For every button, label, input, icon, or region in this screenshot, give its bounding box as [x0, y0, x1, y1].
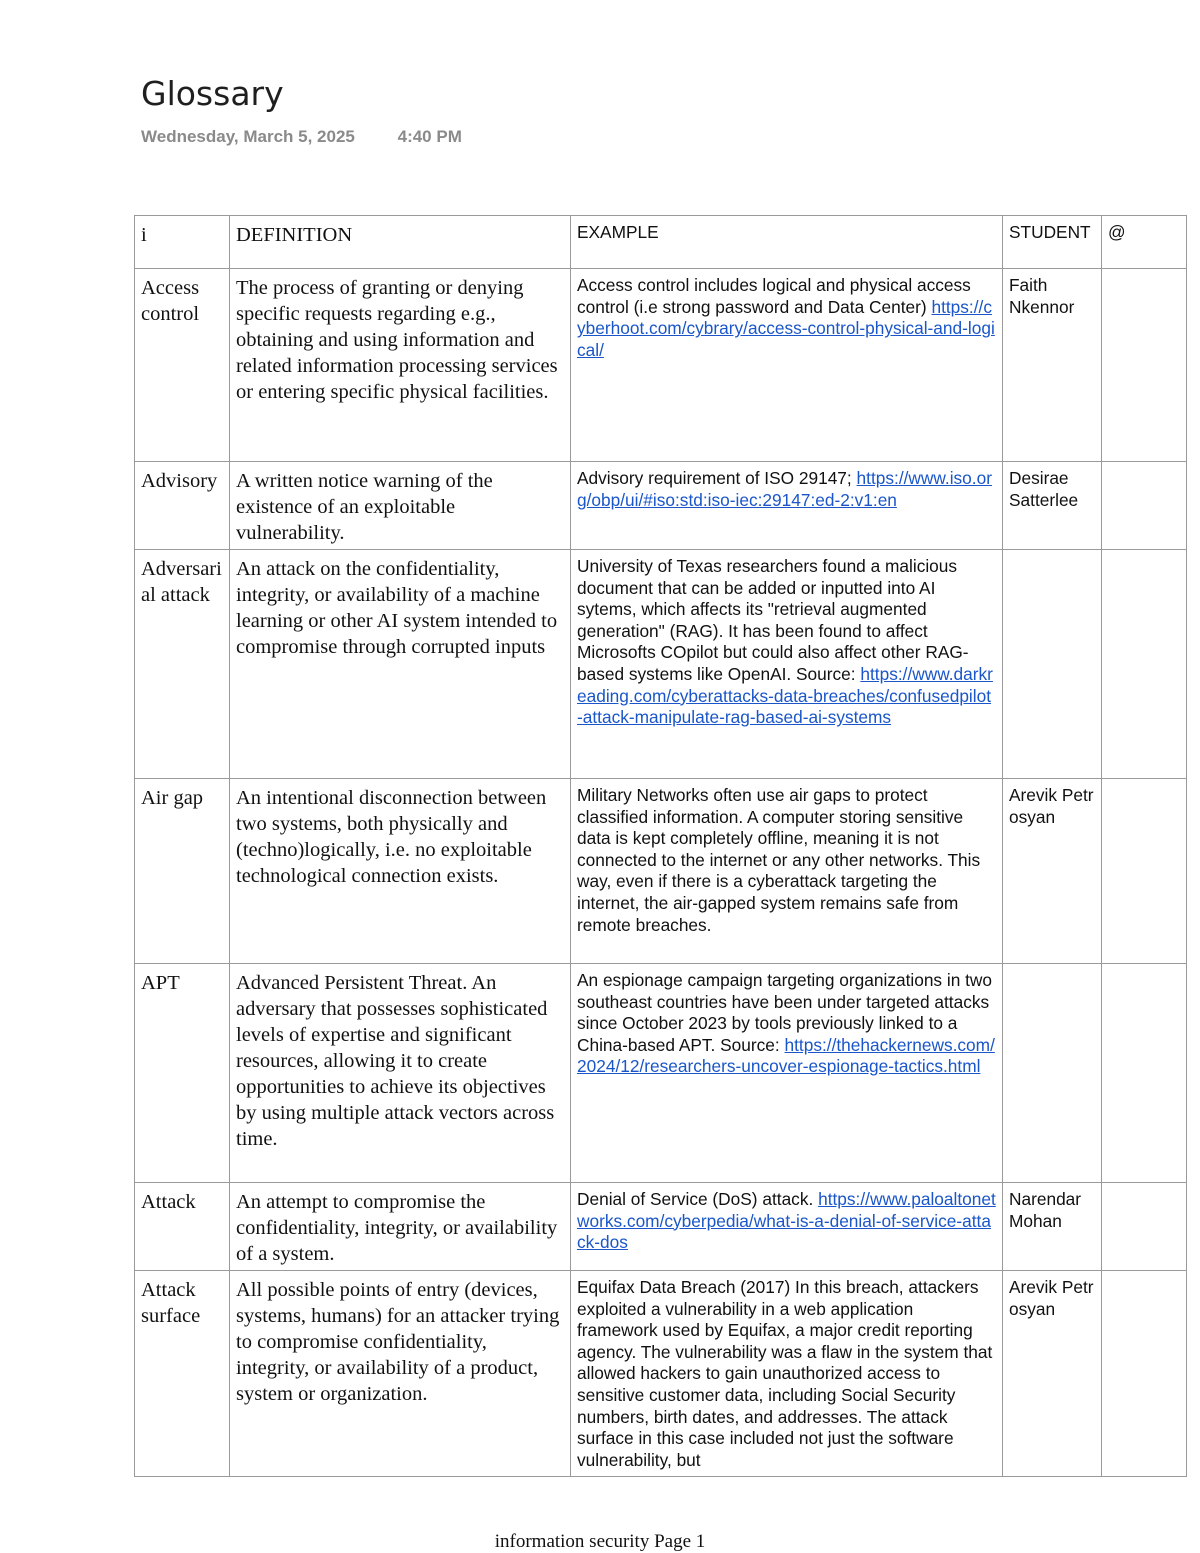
example-link[interactable]: https://www.iso.org/obp/ui/#iso:std:iso-iec:29147:ed-2:v1:en: [577, 468, 992, 510]
example-link[interactable]: https://thehackernews.com/2024/12/researchers-uncover-espionage-tactics.html: [577, 1034, 995, 1077]
header-definition: DEFINITION: [230, 216, 571, 269]
example-cell: [571, 779, 1003, 964]
example-text: University of Texas researchers found a malicious document that can be added or inputted into AI sytems, which affects its "retrieval augmented generation" (RAG). It has been found to affect Microsofts COpilot but could also affect other RAG-based systems like OpenAI. Source:: [577, 556, 969, 684]
term-cell: Air gap: [135, 779, 230, 964]
term-cell: Adversarial attack: [135, 550, 230, 779]
at-cell: [1102, 1183, 1187, 1271]
at-cell: [1102, 269, 1187, 462]
table-row: [135, 269, 1187, 462]
example-text: Denial of Service (DoS) attack.: [577, 1189, 814, 1209]
term-cell: Advisory: [135, 462, 230, 550]
example-text: Equifax Data Breach (2017) In this breach, attackers exploited a vulnerability in a web application framework used by Equifax, a major credit reporting agency. The vulnerability was a flaw in the system that allowed hackers to gain unauthorized access to sensitive customer data, including Social Security numbers, birth dates, and addresses. The attack surface in this case included not just the software vulnerability, but: [577, 1277, 993, 1470]
definition-cell: An attack on the confidentiality, integrity, or availability of a machine learning or other AI system intended to compromise through corrupted inputs: [230, 550, 571, 779]
example-cell: [571, 269, 1003, 462]
student-cell: Arevik Petrosyan: [1003, 1271, 1102, 1477]
student-cell: Faith Nkennor: [1003, 269, 1102, 462]
term-cell: Attack surface: [135, 1271, 230, 1477]
table-header-row: [135, 216, 1187, 269]
definition-cell: The process of granting or denying specific requests regarding e.g., obtaining and using information and related information processing services or entering specific physical facilities.: [230, 269, 571, 462]
definition-cell: All possible points of entry (devices, systems, humans) for an attacker trying to compromise confidentiality, integrity, or availability of a product, system or organization.: [230, 1271, 571, 1477]
header-example: EXAMPLE: [571, 216, 1003, 269]
page-footer: information security Page 1: [494, 1531, 706, 1552]
example-cell: [571, 1271, 1003, 1477]
example-cell: [571, 462, 1003, 550]
page-time: 4:40 PM: [397, 127, 462, 146]
term-cell: Access control: [135, 269, 230, 462]
at-cell: [1102, 779, 1187, 964]
example-link[interactable]: https://www.darkreading.com/cyberattacks-data-breaches/confusedpilot-attack-manipulate-rag-based-ai-systems: [577, 663, 993, 728]
definition-cell: A written notice warning of the existence of an exploitable vulnerability.: [230, 462, 571, 550]
student-cell: Desirae Satterlee: [1003, 462, 1102, 550]
example-text: Advisory requirement of ISO 29147;: [577, 468, 852, 488]
student-cell: Narendar Mohan: [1003, 1183, 1102, 1271]
page-title: Glossary: [141, 74, 284, 113]
student-cell: [1003, 964, 1102, 1183]
example-cell: [571, 550, 1003, 779]
table-row: [135, 550, 1187, 779]
example-text: Military Networks often use air gaps to protect classified information. A computer storing sensitive data is kept completely offline, meaning it is not connected to the internet or any other networks. This way, even if there is a cyberattack targeting the internet, the air-gapped system remains safe from remote breaches.: [577, 785, 981, 935]
definition-cell: Advanced Persistent Threat. An adversary that possesses sophisticated levels of expertise and significant resources, allowing it to create opportunities to achieve its objectives by using multiple attack vectors across time.: [230, 964, 571, 1183]
term-cell: APT: [135, 964, 230, 1183]
table-row: [135, 1183, 1187, 1271]
example-link[interactable]: https://cyberhoot.com/cybrary/access-control-physical-and-logical/: [577, 296, 995, 360]
table-row: [135, 462, 1187, 550]
example-text: An espionage campaign targeting organizations in two southeast countries have been under targeted attacks since October 2023 by tools previously linked to a China-based APT. Source:: [577, 970, 993, 1055]
student-cell: Arevik Petrosyan: [1003, 779, 1102, 964]
table-row: [135, 964, 1187, 1183]
table-row: [135, 1271, 1187, 1477]
example-link[interactable]: https://www.paloaltonetworks.com/cyberpedia/what-is-a-denial-of-service-attack-dos: [577, 1189, 996, 1253]
definition-cell: An intentional disconnection between two systems, both physically and (techno)logically, i.e. no exploitable technological connection exists.: [230, 779, 571, 964]
header-term: i: [135, 216, 230, 269]
page-meta: [141, 127, 462, 147]
at-cell: [1102, 462, 1187, 550]
example-text: Access control includes logical and physical access control (i.e strong password and Data Center): [577, 275, 971, 317]
definition-cell: An attempt to compromise the confidentiality, integrity, or availability of a system.: [230, 1183, 571, 1271]
header-student: STUDENT: [1003, 216, 1102, 269]
page-date: Wednesday, March 5, 2025: [141, 127, 355, 146]
at-cell: [1102, 964, 1187, 1183]
term-cell: Attack: [135, 1183, 230, 1271]
student-cell: [1003, 550, 1102, 779]
glossary-table: [134, 215, 1187, 1477]
header-at: @: [1102, 216, 1187, 269]
example-cell: [571, 1183, 1003, 1271]
at-cell: [1102, 550, 1187, 779]
table-row: [135, 779, 1187, 964]
at-cell: [1102, 1271, 1187, 1477]
example-cell: [571, 964, 1003, 1183]
